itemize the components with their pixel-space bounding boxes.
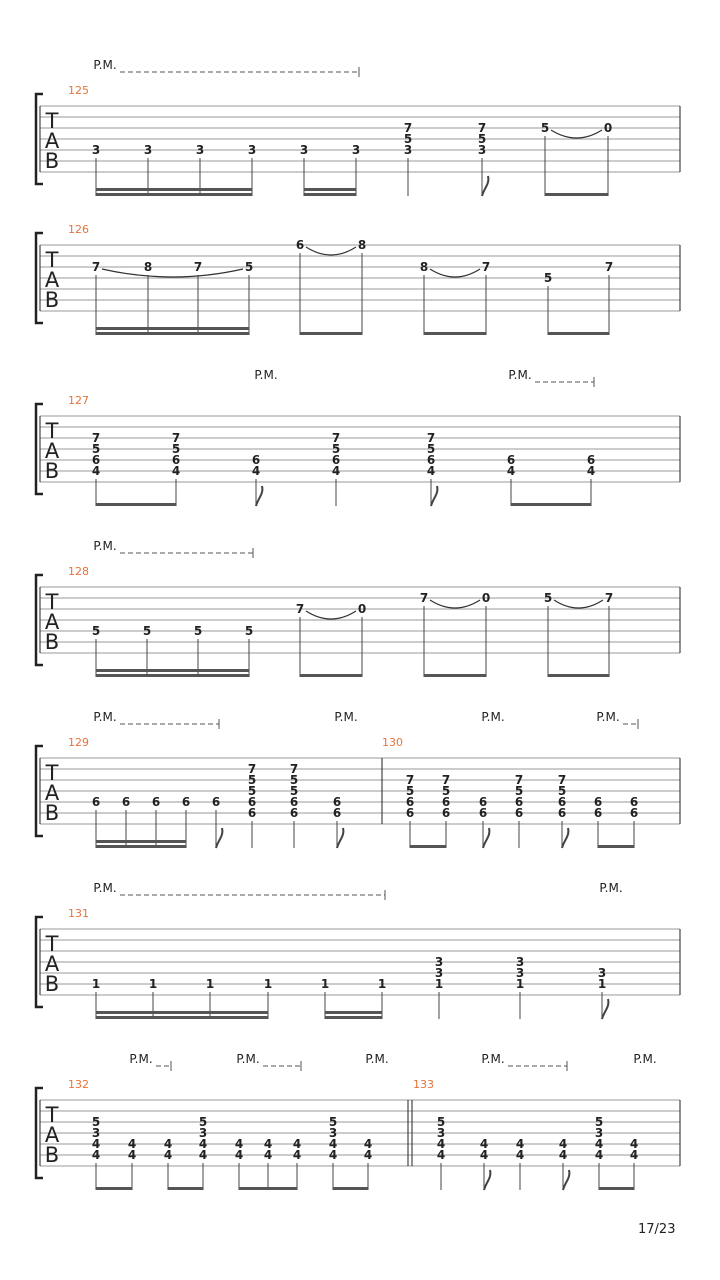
fret-number: 6 [405, 806, 415, 820]
tie-arc [554, 600, 603, 608]
note-flag [256, 486, 262, 506]
fret-number: 6 [557, 795, 567, 809]
tab-clef-letter: A [44, 781, 60, 805]
fret-number: 3 [597, 966, 607, 980]
tab-clef-letter: T [45, 1103, 59, 1127]
fret-number: 3 [198, 1126, 208, 1140]
palm-mute-label: P.M. [596, 710, 620, 724]
measure-number: 127 [68, 394, 89, 407]
fret-number: 1 [263, 977, 273, 991]
fret-number: 5 [477, 132, 487, 146]
note-flag [337, 828, 343, 848]
fret-number: 6 [332, 806, 342, 820]
fret-number: 3 [403, 143, 413, 157]
palm-mute-label: P.M. [334, 710, 358, 724]
fret-number: 6 [331, 453, 341, 467]
note-beam [410, 845, 446, 848]
fret-number: 4 [363, 1137, 373, 1151]
fret-number: 3 [91, 1126, 101, 1140]
fret-number: 6 [506, 453, 516, 467]
fret-number: 6 [91, 453, 101, 467]
fret-number: 3 [143, 143, 153, 157]
fret-number: 5 [198, 1115, 208, 1129]
fret-number: 5 [594, 1115, 604, 1129]
fret-number: 6 [478, 795, 488, 809]
tab-clef-letter: A [44, 439, 60, 463]
note-beam [598, 845, 634, 848]
fret-number: 4 [328, 1148, 338, 1162]
palm-mute-label: P.M. [93, 710, 117, 724]
note-beam [96, 1011, 268, 1014]
fret-number: 1 [320, 977, 330, 991]
fret-number: 4 [234, 1148, 244, 1162]
fret-number: 4 [506, 464, 516, 478]
fret-number: 5 [436, 1115, 446, 1129]
tab-system [36, 539, 680, 677]
fret-number: 5 [247, 784, 257, 798]
palm-mute-label: P.M. [93, 58, 117, 72]
fret-number: 6 [441, 806, 451, 820]
fret-number: 5 [91, 624, 101, 638]
note-beam [325, 1016, 382, 1019]
tab-clef-letter: B [44, 149, 60, 173]
fret-number: 5 [247, 773, 257, 787]
fret-number: 7 [91, 260, 101, 274]
palm-mute-label: P.M. [508, 368, 532, 382]
fret-number: 4 [91, 1148, 101, 1162]
measure-number: 128 [68, 565, 89, 578]
tab-system [36, 1052, 680, 1190]
note-flag [482, 176, 488, 196]
palm-mute-label: P.M. [481, 710, 505, 724]
measure-number: 131 [68, 907, 89, 920]
note-beam [511, 503, 591, 506]
note-flag [216, 828, 222, 848]
fret-number: 4 [91, 1137, 101, 1151]
note-beam [599, 1187, 634, 1190]
fret-number: 4 [594, 1148, 604, 1162]
fret-number: 3 [436, 1126, 446, 1140]
tie-arc [306, 611, 356, 619]
tab-clef-letter: B [44, 801, 60, 825]
fret-number: 3 [299, 143, 309, 157]
fret-number: 4 [251, 464, 261, 478]
note-flag [602, 999, 608, 1019]
fret-number: 3 [515, 955, 525, 969]
fret-number: 1 [515, 977, 525, 991]
measure-number: 126 [68, 223, 89, 236]
palm-mute-label: P.M. [236, 1052, 260, 1066]
fret-number: 5 [142, 624, 152, 638]
tab-system [36, 710, 680, 848]
tab-clef-letter: A [44, 1123, 60, 1147]
fret-number: 6 [211, 795, 221, 809]
fret-number: 5 [403, 132, 413, 146]
note-flag [484, 1170, 490, 1190]
fret-number: 6 [247, 806, 257, 820]
fret-number: 6 [171, 453, 181, 467]
tie-arc [551, 130, 602, 138]
tab-clef-letter: T [45, 932, 59, 956]
fret-number: 4 [91, 464, 101, 478]
note-beam [96, 669, 249, 672]
fret-number: 5 [514, 784, 524, 798]
note-beam [300, 674, 362, 677]
note-beam [424, 674, 486, 677]
fret-number: 6 [332, 795, 342, 809]
tab-clef-letter: B [44, 459, 60, 483]
fret-number: 4 [363, 1148, 373, 1162]
fret-number: 7 [403, 121, 413, 135]
tab-clef-letter: A [44, 952, 60, 976]
fret-number: 7 [405, 773, 415, 787]
fret-number: 1 [377, 977, 387, 991]
fret-number: 7 [477, 121, 487, 135]
palm-mute-label: P.M. [254, 368, 278, 382]
page-number: 17/23 [638, 1222, 676, 1237]
fret-number: 1 [597, 977, 607, 991]
fret-number: 4 [515, 1137, 525, 1151]
fret-number: 7 [426, 431, 436, 445]
note-beam [239, 1187, 297, 1190]
fret-number: 6 [478, 806, 488, 820]
note-beam [168, 1187, 203, 1190]
fret-number: 4 [479, 1148, 489, 1162]
fret-number: 4 [127, 1148, 137, 1162]
fret-number: 3 [91, 143, 101, 157]
fret-number: 4 [198, 1137, 208, 1151]
fret-number: 0 [603, 121, 613, 135]
fret-number: 6 [426, 453, 436, 467]
note-beam [424, 332, 486, 335]
fret-number: 3 [434, 966, 444, 980]
fret-number: 4 [629, 1148, 639, 1162]
fret-number: 5 [543, 591, 553, 605]
fret-number: 5 [405, 784, 415, 798]
fret-number: 5 [91, 442, 101, 456]
tie-arc [306, 247, 356, 255]
fret-number: 6 [593, 795, 603, 809]
fret-number: 6 [289, 806, 299, 820]
fret-number: 6 [514, 806, 524, 820]
note-beam [96, 845, 186, 848]
fret-number: 7 [193, 260, 203, 274]
note-beam [548, 674, 609, 677]
fret-number: 4 [558, 1137, 568, 1151]
fret-number: 3 [477, 143, 487, 157]
fret-number: 4 [328, 1137, 338, 1151]
fret-number: 5 [289, 784, 299, 798]
note-beam [96, 840, 186, 843]
tab-clef-letter: T [45, 761, 59, 785]
fret-number: 7 [557, 773, 567, 787]
note-beam [96, 327, 249, 330]
fret-number: 6 [405, 795, 415, 809]
fret-number: 4 [331, 464, 341, 478]
fret-number: 3 [434, 955, 444, 969]
tab-clef-letter: A [44, 610, 60, 634]
fret-number: 7 [441, 773, 451, 787]
tab-clef-letter: B [44, 288, 60, 312]
note-beam [304, 188, 356, 191]
tab-clef-letter: B [44, 972, 60, 996]
fret-number: 5 [331, 442, 341, 456]
tab-clef-letter: A [44, 129, 60, 153]
tie-arc [102, 269, 243, 277]
fret-number: 7 [247, 762, 257, 776]
fret-number: 5 [193, 624, 203, 638]
note-beam [300, 332, 362, 335]
fret-number: 4 [594, 1137, 604, 1151]
note-beam [304, 193, 356, 196]
tie-arc [430, 269, 480, 277]
fret-number: 4 [263, 1148, 273, 1162]
fret-number: 7 [419, 591, 429, 605]
note-beam [96, 188, 252, 191]
fret-number: 1 [91, 977, 101, 991]
tab-clef-letter: T [45, 109, 59, 133]
fret-number: 6 [557, 806, 567, 820]
fret-number: 0 [481, 591, 491, 605]
fret-number: 4 [292, 1148, 302, 1162]
palm-mute-label: P.M. [93, 881, 117, 895]
fret-number: 4 [586, 464, 596, 478]
tab-system [36, 58, 680, 196]
fret-number: 5 [171, 442, 181, 456]
fret-number: 6 [91, 795, 101, 809]
fret-number: 7 [604, 591, 614, 605]
fret-number: 4 [127, 1137, 137, 1151]
fret-number: 6 [514, 795, 524, 809]
fret-number: 5 [557, 784, 567, 798]
measure-number: 130 [382, 736, 403, 749]
fret-number: 8 [143, 260, 153, 274]
fret-number: 4 [163, 1148, 173, 1162]
fret-number: 6 [593, 806, 603, 820]
tab-system [36, 368, 680, 506]
fret-number: 5 [441, 784, 451, 798]
note-beam [96, 1016, 268, 1019]
palm-mute-label: P.M. [365, 1052, 389, 1066]
fret-number: 3 [247, 143, 257, 157]
fret-number: 7 [91, 431, 101, 445]
fret-number: 5 [543, 271, 553, 285]
note-beam [96, 503, 176, 506]
fret-number: 5 [289, 773, 299, 787]
note-beam [333, 1187, 368, 1190]
note-flag [483, 828, 489, 848]
note-beam [545, 193, 608, 196]
fret-number: 6 [629, 806, 639, 820]
note-beam [548, 332, 609, 335]
fret-number: 4 [436, 1137, 446, 1151]
tab-clef-letter: B [44, 630, 60, 654]
note-flag [562, 828, 568, 848]
fret-number: 6 [181, 795, 191, 809]
note-flag [563, 1170, 569, 1190]
fret-number: 5 [540, 121, 550, 135]
palm-mute-label: P.M. [599, 881, 623, 895]
fret-number: 5 [426, 442, 436, 456]
fret-number: 4 [263, 1137, 273, 1151]
measure-number: 125 [68, 84, 89, 97]
fret-number: 7 [481, 260, 491, 274]
fret-number: 7 [514, 773, 524, 787]
fret-number: 4 [436, 1148, 446, 1162]
fret-number: 0 [357, 602, 367, 616]
tab-clef-letter: T [45, 590, 59, 614]
note-beam [96, 332, 249, 335]
tab-clef-letter: T [45, 248, 59, 272]
note-flag [431, 486, 437, 506]
fret-number: 5 [244, 624, 254, 638]
fret-number: 3 [515, 966, 525, 980]
fret-number: 6 [251, 453, 261, 467]
fret-number: 4 [198, 1148, 208, 1162]
fret-number: 6 [121, 795, 131, 809]
fret-number: 4 [479, 1137, 489, 1151]
fret-number: 1 [148, 977, 158, 991]
fret-number: 7 [604, 260, 614, 274]
fret-number: 6 [586, 453, 596, 467]
fret-number: 4 [558, 1148, 568, 1162]
fret-number: 3 [594, 1126, 604, 1140]
fret-number: 6 [289, 795, 299, 809]
tie-arc [430, 600, 480, 608]
note-beam [96, 1187, 132, 1190]
fret-number: 4 [426, 464, 436, 478]
palm-mute-label: P.M. [633, 1052, 657, 1066]
fret-number: 8 [419, 260, 429, 274]
fret-number: 4 [292, 1137, 302, 1151]
fret-number: 6 [295, 238, 305, 252]
fret-number: 3 [328, 1126, 338, 1140]
fret-number: 6 [629, 795, 639, 809]
fret-number: 4 [163, 1137, 173, 1151]
measure-number: 129 [68, 736, 89, 749]
fret-number: 5 [91, 1115, 101, 1129]
fret-number: 1 [205, 977, 215, 991]
fret-number: 4 [234, 1137, 244, 1151]
palm-mute-label: P.M. [93, 539, 117, 553]
palm-mute-label: P.M. [129, 1052, 153, 1066]
fret-number: 4 [515, 1148, 525, 1162]
fret-number: 7 [295, 602, 305, 616]
fret-number: 6 [151, 795, 161, 809]
fret-number: 6 [247, 795, 257, 809]
fret-number: 4 [629, 1137, 639, 1151]
tab-system [36, 881, 680, 1019]
note-beam [325, 1011, 382, 1014]
note-beam [96, 193, 252, 196]
fret-number: 1 [434, 977, 444, 991]
tab-clef-letter: B [44, 1143, 60, 1167]
fret-number: 6 [441, 795, 451, 809]
tab-system [36, 223, 680, 335]
fret-number: 7 [171, 431, 181, 445]
tab-clef-letter: A [44, 268, 60, 292]
fret-number: 7 [331, 431, 341, 445]
fret-number: 7 [289, 762, 299, 776]
palm-mute-label: P.M. [481, 1052, 505, 1066]
fret-number: 5 [328, 1115, 338, 1129]
measure-number: 132 [68, 1078, 89, 1091]
fret-number: 3 [195, 143, 205, 157]
fret-number: 3 [351, 143, 361, 157]
note-beam [96, 674, 249, 677]
tab-clef-letter: T [45, 419, 59, 443]
fret-number: 5 [244, 260, 254, 274]
fret-number: 8 [357, 238, 367, 252]
measure-number: 133 [413, 1078, 434, 1091]
fret-number: 4 [171, 464, 181, 478]
